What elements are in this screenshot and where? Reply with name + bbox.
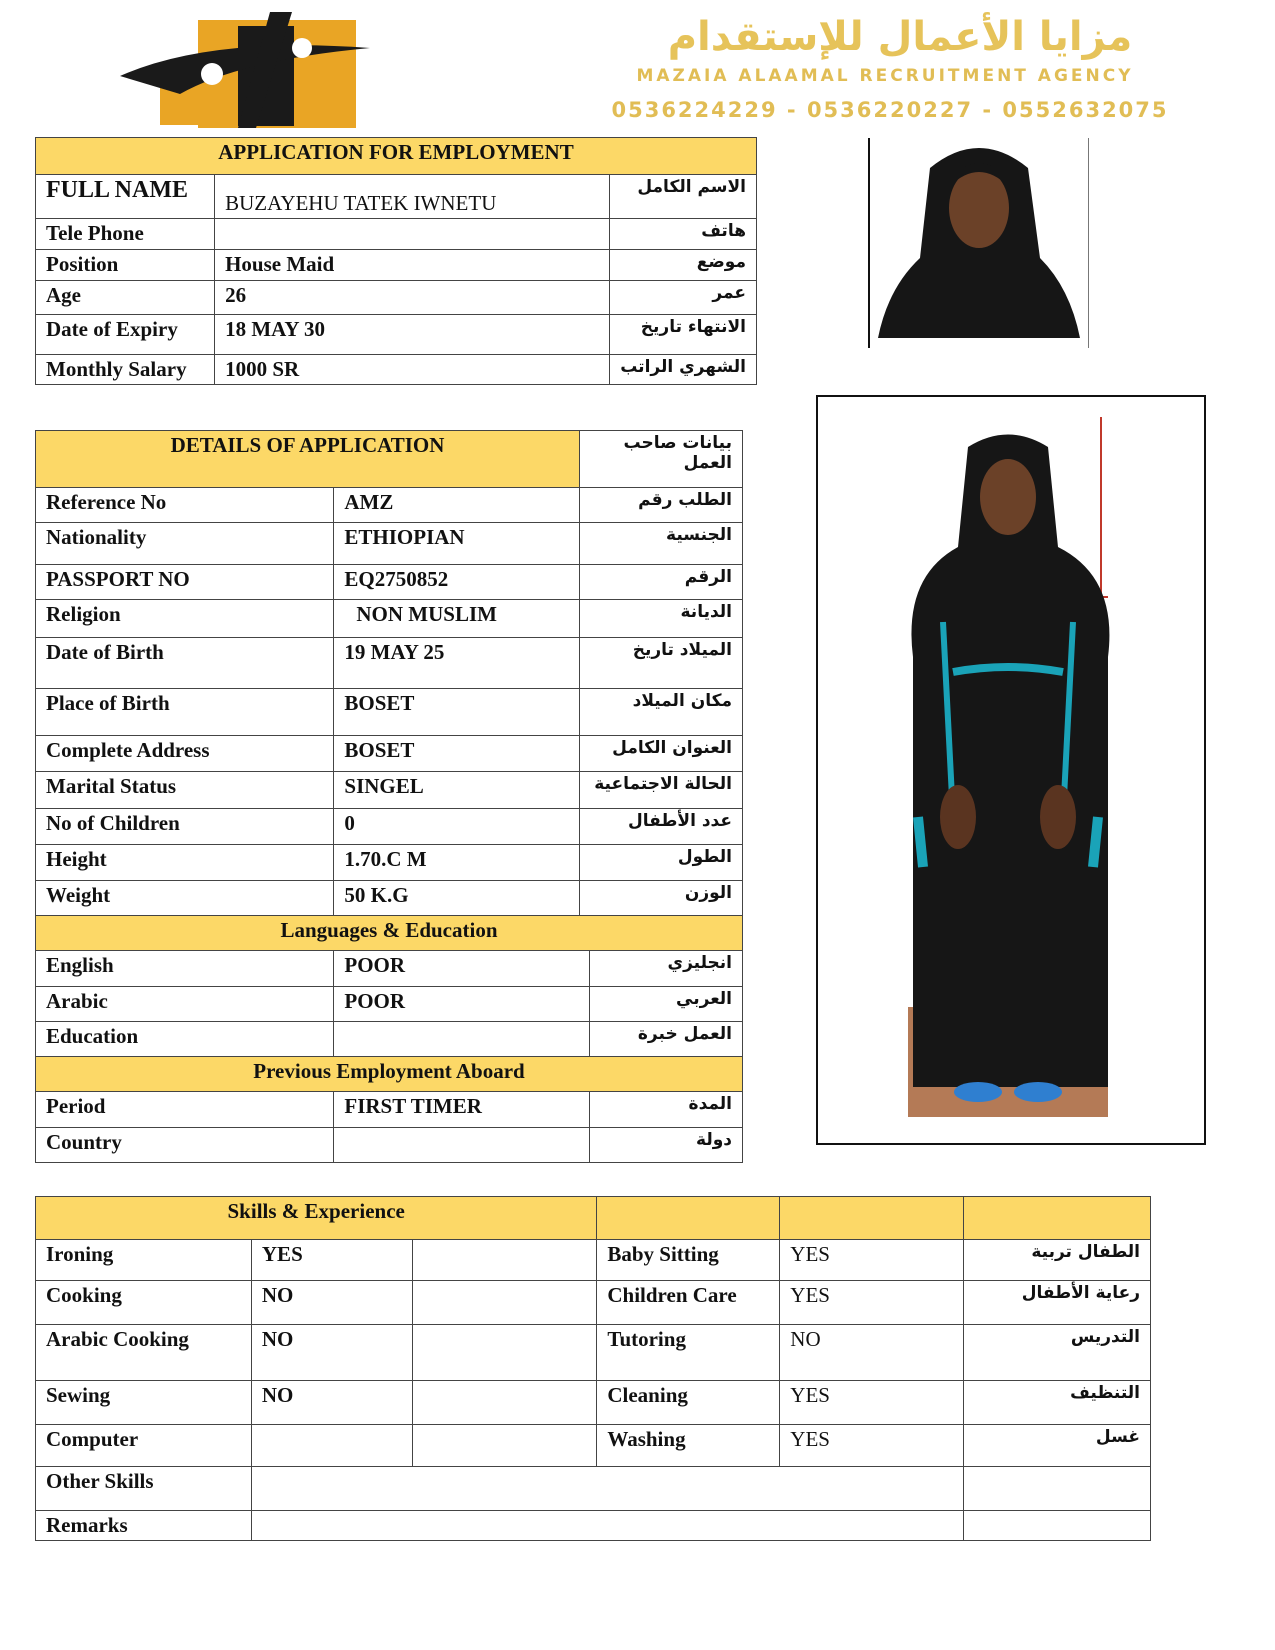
- full-body-photo: [816, 395, 1206, 1145]
- nationality-label: Nationality: [36, 523, 334, 565]
- skill-arabic: غسل: [964, 1425, 1151, 1467]
- height-value: 1.70.C M: [334, 845, 580, 881]
- skill-value: YES: [780, 1240, 964, 1281]
- position-label: Position: [36, 250, 215, 281]
- skill-empty-cell: [412, 1425, 597, 1467]
- education-label: Education: [36, 1022, 334, 1057]
- skill-value: NO: [251, 1381, 412, 1425]
- dob-value: 19 MAY 25: [334, 638, 580, 689]
- nationality-value: ETHIOPIAN: [334, 523, 580, 565]
- age-arabic: عمر: [610, 281, 757, 315]
- skill-arabic: التنظيف: [964, 1381, 1151, 1425]
- salary-value: 1000 SR: [215, 355, 610, 385]
- address-label: Complete Address: [36, 736, 334, 772]
- details-title-arabic: بيانات صاحب العمل: [580, 431, 743, 488]
- expiry-arabic: الانتهاء تاريخ: [610, 315, 757, 355]
- full-name-label: FULL NAME: [36, 175, 215, 219]
- pob-value: BOSET: [334, 689, 580, 736]
- country-value: [334, 1128, 590, 1163]
- children-arabic: عدد الأطفال: [580, 809, 743, 845]
- skill-value: YES: [251, 1240, 412, 1281]
- skill-value: [251, 1425, 412, 1467]
- weight-value: 50 K.G: [334, 881, 580, 916]
- skill-label: Computer: [36, 1425, 252, 1467]
- skill-label: Cooking: [36, 1281, 252, 1325]
- agency-name-english: MAZAIA ALAAMAL RECRUITMENT AGENCY: [636, 66, 1134, 86]
- skill-value: NO: [251, 1281, 412, 1325]
- skill-value: YES: [780, 1281, 964, 1325]
- passport-arabic: الرقم: [580, 565, 743, 600]
- dob-label: Date of Birth: [36, 638, 334, 689]
- application-title: APPLICATION FOR EMPLOYMENT: [36, 138, 757, 175]
- skill-empty-cell: [412, 1281, 597, 1325]
- skill-label: Baby Sitting: [597, 1240, 780, 1281]
- skill-label: Ironing: [36, 1240, 252, 1281]
- age-label: Age: [36, 281, 215, 315]
- telephone-value: [215, 219, 610, 250]
- education-value: [334, 1022, 590, 1057]
- english-value: POOR: [334, 951, 590, 987]
- skill-label: Children Care: [597, 1281, 780, 1325]
- reference-label: Reference No: [36, 488, 334, 523]
- religion-arabic: الديانة: [580, 600, 743, 638]
- salary-label: Monthly Salary: [36, 355, 215, 385]
- skill-arabic: رعاية الأطفال: [964, 1281, 1151, 1325]
- expiry-label: Date of Expiry: [36, 315, 215, 355]
- skills-header-cell: [597, 1197, 780, 1240]
- details-table: [35, 430, 743, 1163]
- height-label: Height: [36, 845, 334, 881]
- logo-icon: [120, 8, 375, 136]
- skills-title: Skills & Experience: [36, 1197, 597, 1240]
- skill-empty-cell: [412, 1325, 597, 1381]
- full-name-value: BUZAYEHU TATEK IWNETU: [215, 175, 610, 219]
- religion-label: Religion: [36, 600, 334, 638]
- remarks-label: Remarks: [36, 1511, 252, 1541]
- period-label: Period: [36, 1092, 334, 1128]
- skill-label: Washing: [597, 1425, 780, 1467]
- marital-label: Marital Status: [36, 772, 334, 809]
- skill-value: NO: [780, 1325, 964, 1381]
- religion-value: NON MUSLIM: [334, 600, 580, 638]
- skills-table: [35, 1196, 1151, 1541]
- marital-value: SINGEL: [334, 772, 580, 809]
- skill-value: YES: [780, 1425, 964, 1467]
- other-skills-value: [251, 1467, 963, 1511]
- position-arabic: موضع: [610, 250, 757, 281]
- children-label: No of Children: [36, 809, 334, 845]
- skill-value: NO: [251, 1325, 412, 1381]
- passport-value: EQ2750852: [334, 565, 580, 600]
- arabic-value: POOR: [334, 987, 590, 1022]
- skills-header-cell: [964, 1197, 1151, 1240]
- employment-title: Previous Employment Aboard: [36, 1057, 743, 1092]
- other-skills-label: Other Skills: [36, 1467, 252, 1511]
- agency-phones: 0536224229 - 0536220227 - 0552632075: [611, 98, 1169, 122]
- salary-arabic: الشهري الراتب: [610, 355, 757, 385]
- other-skills-extra: [964, 1467, 1151, 1511]
- age-value: 26: [215, 281, 610, 315]
- country-arabic: دولة: [589, 1128, 742, 1163]
- reference-value: AMZ: [334, 488, 580, 523]
- telephone-label: Tele Phone: [36, 219, 215, 250]
- remarks-value: [251, 1511, 963, 1541]
- education-arabic: العمل خبرة: [589, 1022, 742, 1057]
- details-title: DETAILS OF APPLICATION: [36, 431, 580, 488]
- agency-logo: [120, 8, 375, 136]
- skill-label: Cleaning: [597, 1381, 780, 1425]
- english-arabic: انجليزي: [589, 951, 742, 987]
- arabic-arabic: العربي: [589, 987, 742, 1022]
- skills-header-cell: [780, 1197, 964, 1240]
- full-name-arabic: الاسم الكامل: [610, 175, 757, 219]
- weight-arabic: الوزن: [580, 881, 743, 916]
- period-value: FIRST TIMER: [334, 1092, 590, 1128]
- remarks-extra: [964, 1511, 1151, 1541]
- full-body-figure-icon: [818, 397, 1204, 1143]
- address-arabic: العنوان الكامل: [580, 736, 743, 772]
- nationality-arabic: الجنسية: [580, 523, 743, 565]
- position-value: House Maid: [215, 250, 610, 281]
- dob-arabic: الميلاد تاريخ: [580, 638, 743, 689]
- skill-value: YES: [780, 1381, 964, 1425]
- telephone-arabic: هاتف: [610, 219, 757, 250]
- address-value: BOSET: [334, 736, 580, 772]
- skill-label: Sewing: [36, 1381, 252, 1425]
- portrait-photo: [868, 138, 1089, 348]
- skill-empty-cell: [412, 1240, 597, 1281]
- passport-label: PASSPORT NO: [36, 565, 334, 600]
- skill-arabic: الطفال تربية: [964, 1240, 1151, 1281]
- marital-arabic: الحالة الاجتماعية: [580, 772, 743, 809]
- weight-label: Weight: [36, 881, 334, 916]
- period-arabic: المدة: [589, 1092, 742, 1128]
- height-arabic: الطول: [580, 845, 743, 881]
- pob-label: Place of Birth: [36, 689, 334, 736]
- skill-arabic: التدريس: [964, 1325, 1151, 1381]
- skill-label: Arabic Cooking: [36, 1325, 252, 1381]
- pob-arabic: مكان الميلاد: [580, 689, 743, 736]
- country-label: Country: [36, 1128, 334, 1163]
- agency-name-arabic: مزايا الأعمال للإستقدام: [667, 14, 1133, 60]
- application-table: [35, 137, 757, 385]
- english-label: English: [36, 951, 334, 987]
- arabic-label: Arabic: [36, 987, 334, 1022]
- skill-label: Tutoring: [597, 1325, 780, 1381]
- portrait-figure-icon: [870, 138, 1088, 348]
- expiry-value: 18 MAY 30: [215, 315, 610, 355]
- skill-empty-cell: [412, 1381, 597, 1425]
- children-value: 0: [334, 809, 580, 845]
- languages-title: Languages & Education: [36, 916, 743, 951]
- reference-arabic: الطلب رقم: [580, 488, 743, 523]
